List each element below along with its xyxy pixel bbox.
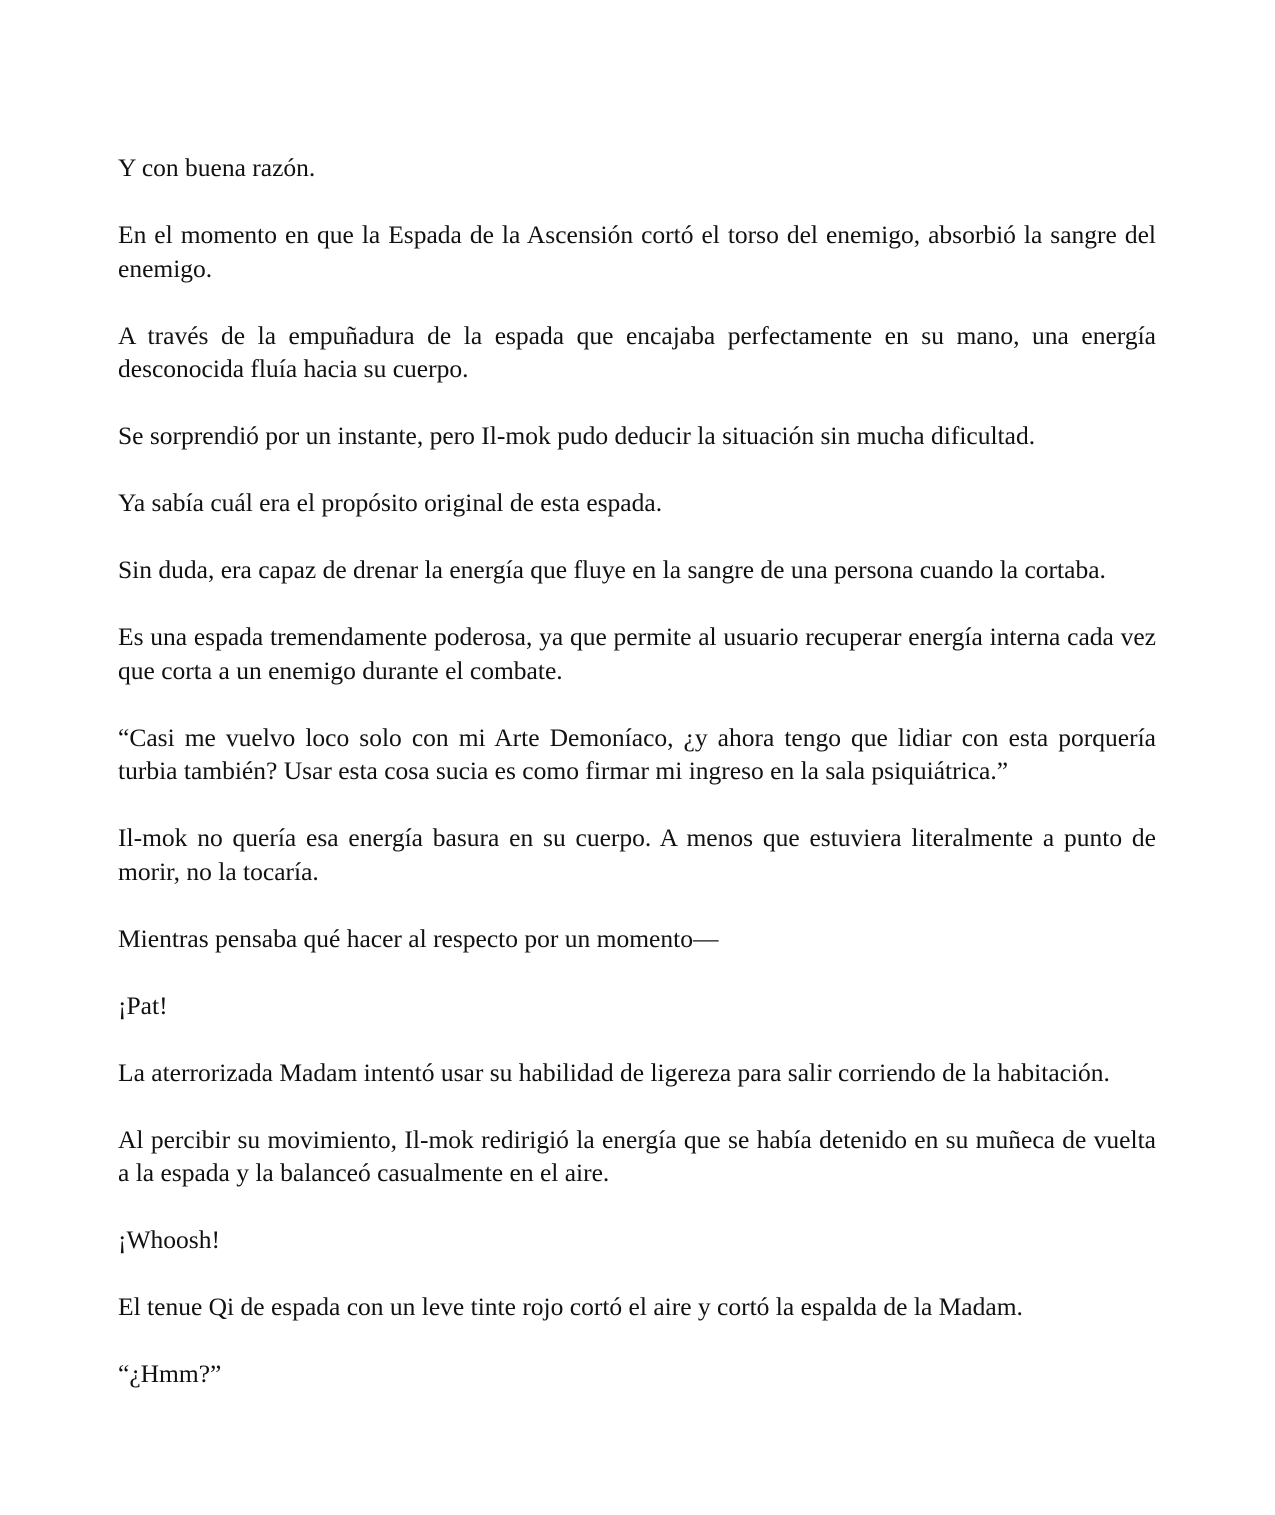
paragraph: Al percibir su movimiento, Il-mok redirigió la energía que se había detenido en su muñeca de vuelta a la espada y la balanceó casualmente en el aire. <box>118 1124 1156 1187</box>
paragraph: Mientras pensaba qué hacer al respecto por un momento— <box>118 923 719 953</box>
paragraph: A través de la empuñadura de la espada que encajaba perfectamente en su mano, una energía desconocida fluía hacia su cuerpo. <box>118 320 1156 383</box>
dialogue-paragraph: “Casi me vuelvo loco solo con mi Arte Demoníaco, ¿y ahora tengo que lidiar con esta porquería turbia también? Usar esta cosa sucia es como firmar mi ingreso en la sala psiquiátrica.” <box>118 722 1156 785</box>
paragraph: Sin duda, era capaz de drenar la energía que fluye en la sangre de una persona cuando la cortaba. <box>118 555 1106 584</box>
sound-effect: ¡Whoosh! <box>118 1225 220 1254</box>
paragraph: En el momento en que la Espada de la Ascensión cortó el torso del enemigo, absorbió la sangre del enemigo. <box>118 220 1156 283</box>
paragraph: Y con buena razón. <box>118 153 316 182</box>
paragraph: Ya sabía cuál era el propósito original de esta espada. <box>118 488 663 517</box>
paragraph: El tenue Qi de espada con un leve tinte rojo cortó el aire y cortó la espalda de la Madam. <box>118 1292 1023 1321</box>
paragraph: La aterrorizada Madam intentó usar su habilidad de ligereza para salir corriendo de la habitación. <box>118 1057 1110 1087</box>
body-text <box>118 151 1156 1391</box>
dialogue-paragraph: “¿Hmm?” <box>118 1359 222 1388</box>
sound-effect: ¡Pat! <box>118 990 168 1020</box>
paragraph: Il-mok no quería esa energía basura en su cuerpo. A menos que estuviera literalmente a punto de morir, no la tocaría. <box>118 823 1156 886</box>
paragraph: Se sorprendió por un instante, pero Il-mok pudo deducir la situación sin mucha dificultad. <box>118 421 1036 450</box>
paragraph: Es una espada tremendamente poderosa, ya que permite al usuario recuperar energía interna cada vez que corta a un enemigo durante el combate. <box>118 622 1156 685</box>
